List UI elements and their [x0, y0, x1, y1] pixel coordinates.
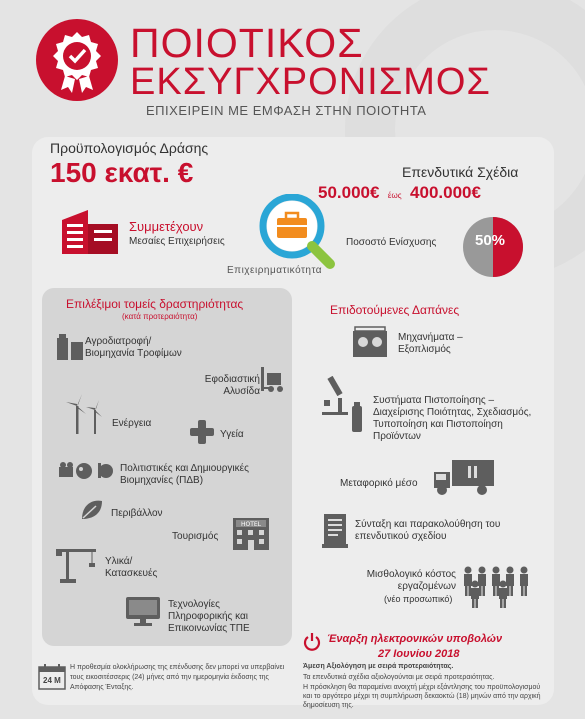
- duration-text: Η προθεσμία ολοκλήρωσης της επένδυσης δεν μπορεί να υπερβαίνει τους εικοσιτέσσερις (24) μήνες από την ημερομηνία έκδοσης της Απόφασης Ένταξης.: [70, 664, 285, 691]
- sector-environment-label: Περιβάλλον: [111, 508, 163, 519]
- title-line1: ΠΟΙΟΤΙΚΟΣ: [130, 20, 364, 66]
- forklift-icon: [259, 367, 287, 398]
- eligible-sectors-subtitle: (κατά προτεραιότητα): [122, 312, 198, 321]
- budget-value: 150 εκατ. €: [50, 157, 194, 188]
- building-icon: [62, 210, 118, 259]
- expense-planning-label: Σύνταξη και παρακολούθηση του επενδυτικού σχεδίου: [355, 519, 501, 542]
- machinery-icon: [353, 325, 387, 364]
- budget-label: Προϋπολογισμός Δράσης: [50, 140, 209, 156]
- eval-line2: Τα επενδυτικά σχέδια αξιολογούνται με σειρά προτεραιότητας.: [303, 674, 495, 681]
- sector-tourism-label: Τουρισμός: [172, 531, 219, 542]
- microscope-icon: [318, 376, 368, 437]
- sector-culture-label: Πολιτιστικές και Δημιουργικές Βιομηχανίες (ΠΔΒ): [120, 463, 249, 486]
- center-logo-caption: Επιχειρηματικότητα: [227, 265, 323, 276]
- investment-max: 400.000€: [410, 183, 481, 202]
- eval-line1: Άμεση Αξιολόγηση με σειρά προτεραιότητας.: [303, 663, 454, 670]
- document-icon: [322, 514, 350, 553]
- expense-payroll-sub: (νέο προσωπικό): [384, 594, 453, 604]
- participants-title: Συμμετέχουν: [129, 219, 204, 234]
- participants-subtitle: Μεσαίες Επιχειρήσεις: [129, 236, 225, 247]
- eligible-sectors-title: Επιλέξιμοι τομείς δραστηριότητας: [66, 297, 244, 311]
- expense-machinery-label: Μηχανήματα – Εξοπλισμός: [398, 332, 463, 355]
- start-title: Έναρξη ηλεκτρονικών υποβολών: [327, 633, 503, 645]
- investment-label: Επενδυτικά Σχέδια: [402, 164, 519, 180]
- sector-construction-label: Υλικά/ Κατασκευές: [105, 556, 158, 579]
- subsidy-value: 50%: [475, 232, 506, 249]
- food-products-icon: [55, 334, 85, 365]
- start-date: 27 Ιουνίου 2018: [378, 648, 460, 660]
- culture-icon: [58, 461, 116, 486]
- wind-turbine-icon: [64, 394, 110, 439]
- expense-vehicle-label: Μεταφορικό μέσο: [340, 478, 418, 489]
- power-icon: [303, 632, 321, 657]
- investment-connector: έως: [387, 191, 402, 200]
- logo-badge: [35, 18, 120, 103]
- briefcase-magnifier-icon: [258, 194, 340, 275]
- sector-energy-label: Ενέργεια: [112, 418, 152, 429]
- investment-range: [318, 183, 481, 203]
- computer-icon: [126, 597, 160, 632]
- eval-line3: Η πρόσκληση θα παραμείνει ανοιχτή μέχρι εξάντλησης του προϋπολογισμού και το αργότερο μέχρι τη συμπλήρωση δεκαοκτώ (18) μηνών από την αρχική δημοσίευση της.: [303, 684, 541, 709]
- title-line2: ΕΚΣΥΓΧΡΟΝΙΣΜΟΣ: [130, 61, 491, 103]
- sector-ict-label: Τεχνολογίες Πληροφορικής και Επικοινωνίας ΤΠΕ: [168, 599, 250, 634]
- truck-icon: [432, 460, 494, 501]
- expense-certification-label: Συστήματα Πιστοποίησης – Διαχείρισης Ποιότητας, Σχεδιασμός, Τυποποίηση και Πιστοποίηση Προϊόντων: [373, 395, 532, 442]
- expenses-title: Επιδοτούμενες Δαπάνες: [330, 303, 460, 317]
- award-badge-check-icon: [35, 18, 120, 103]
- subtitle: ΕΠΙΧΕΙΡΕΙΝ ΜΕ ΕΜΦΑΣΗ ΣΤΗΝ ΠΟΙΟΤΗΤΑ: [146, 103, 427, 118]
- expense-payroll-label: Μισθολογικό κόστος εργαζομένων: [366, 569, 456, 592]
- subsidy-pie-chart: [462, 216, 524, 283]
- crane-icon: [56, 545, 102, 588]
- leaf-icon: [80, 499, 104, 526]
- sector-health-label: Υγεία: [220, 429, 244, 440]
- health-cross-icon: [190, 420, 214, 449]
- sector-food-label: Αγροδιατροφή/ Βιομηχανία Τροφίμων: [85, 336, 182, 359]
- hotel-icon: [231, 518, 271, 555]
- workers-icon: [460, 566, 532, 613]
- duration-badge: 24 Μ: [43, 676, 61, 685]
- svg-text:HOTEL: HOTEL: [240, 521, 262, 528]
- sector-logistics-label: Εφοδιαστική Αλυσίδα: [204, 374, 260, 397]
- investment-min: 50.000€: [318, 183, 380, 202]
- subsidy-label: Ποσοστό Ενίσχυσης: [346, 237, 437, 248]
